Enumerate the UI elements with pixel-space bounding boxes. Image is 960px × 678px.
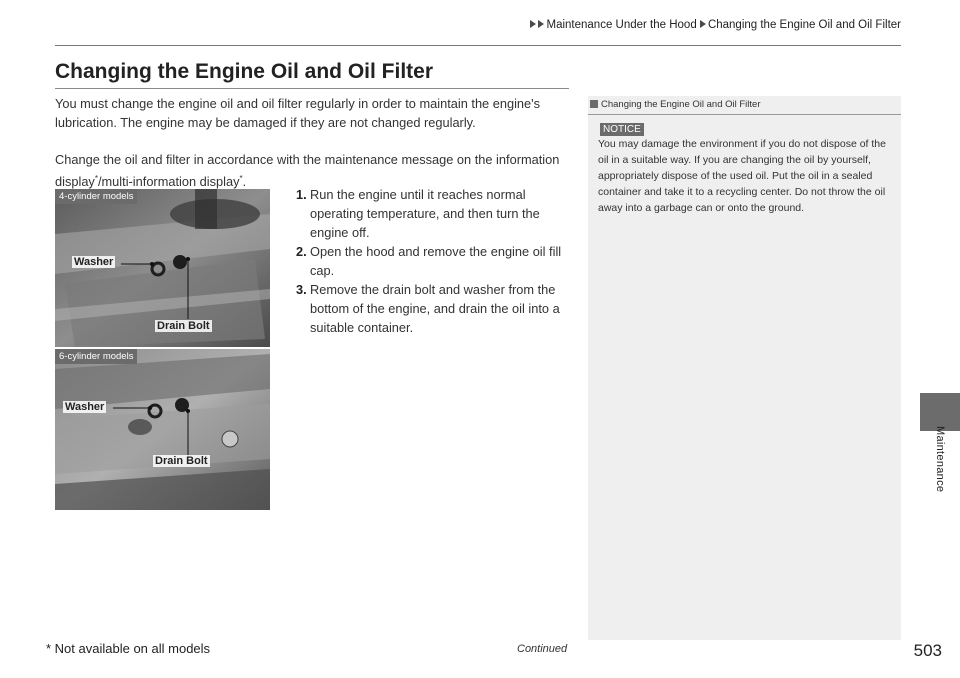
procedure-steps	[296, 185, 571, 337]
step-3	[296, 280, 571, 337]
breadcrumb-arrow-icon	[530, 20, 536, 28]
step-2	[296, 242, 571, 280]
step-text: Remove the drain bolt and washer from the bottom of the engine, and drain the oil into a suitable container.	[310, 282, 560, 335]
figure-tag: 4-cylinder models	[55, 189, 137, 204]
breadcrumb-current: Changing the Engine Oil and Oil Filter	[707, 19, 901, 31]
title-divider	[55, 88, 569, 89]
intro-text-end: .	[242, 174, 247, 189]
washer-callout: Washer	[65, 401, 105, 413]
header-divider	[55, 45, 901, 46]
intro-paragraph-1: You must change the engine oil and oil filter regularly in order to maintain the engine's lubrication. The engine may be damaged if they are not changed regularly.	[55, 96, 541, 130]
page-number: 503	[913, 641, 942, 660]
breadcrumb-parent[interactable]: Maintenance Under the Hood	[546, 19, 697, 31]
notice-text: You may damage the environment if you do not dispose of the oil in a suitable way. If you are changing the oil by yourself, appropriately dispose of the used oil. Put the oil in a sealed container and take it to a recycling center. Do not throw the oil away into a garbage can or onto the ground.	[598, 138, 886, 214]
step-number: 1.	[296, 187, 307, 202]
side-note	[588, 96, 901, 640]
drain-bolt-callout: Drain Bolt	[157, 320, 210, 332]
engine-photo-6-cylinder	[55, 349, 270, 510]
drain-bolt-callout: Drain Bolt	[155, 455, 208, 467]
note-marker-icon	[590, 100, 598, 108]
breadcrumb	[530, 19, 901, 31]
intro-text-a: Change the oil and filter in accordance with the maintenance message on the information display	[55, 152, 560, 189]
figure-6-cylinder	[55, 349, 270, 510]
footnote-asterisk: *	[94, 174, 98, 183]
breadcrumb-arrow-icon	[538, 20, 544, 28]
step-number: 3.	[296, 282, 307, 297]
intro-text-sep: /multi-information display	[97, 174, 240, 189]
figure-4-cylinder	[55, 189, 270, 347]
continued-label: Continued	[517, 643, 568, 655]
side-note-header	[588, 96, 901, 115]
footnote-asterisk: *	[239, 174, 243, 183]
step-number: 2.	[296, 244, 307, 259]
breadcrumb-arrow-icon	[700, 20, 706, 28]
chapter-tab-label[interactable]: Maintenance	[934, 426, 946, 493]
footnote: * Not available on all models	[46, 641, 211, 656]
step-1	[296, 185, 571, 242]
notice-badge: NOTICE	[600, 123, 644, 136]
figure-tag: 6-cylinder models	[55, 349, 137, 364]
step-text: Open the hood and remove the engine oil fill cap.	[310, 244, 562, 278]
page-title: Changing the Engine Oil and Oil Filter	[55, 60, 434, 83]
side-note-title: Changing the Engine Oil and Oil Filter	[601, 99, 761, 110]
step-text: Run the engine until it reaches normal operating temperature, and then turn the engine off.	[310, 187, 540, 240]
washer-callout: Washer	[74, 256, 114, 268]
